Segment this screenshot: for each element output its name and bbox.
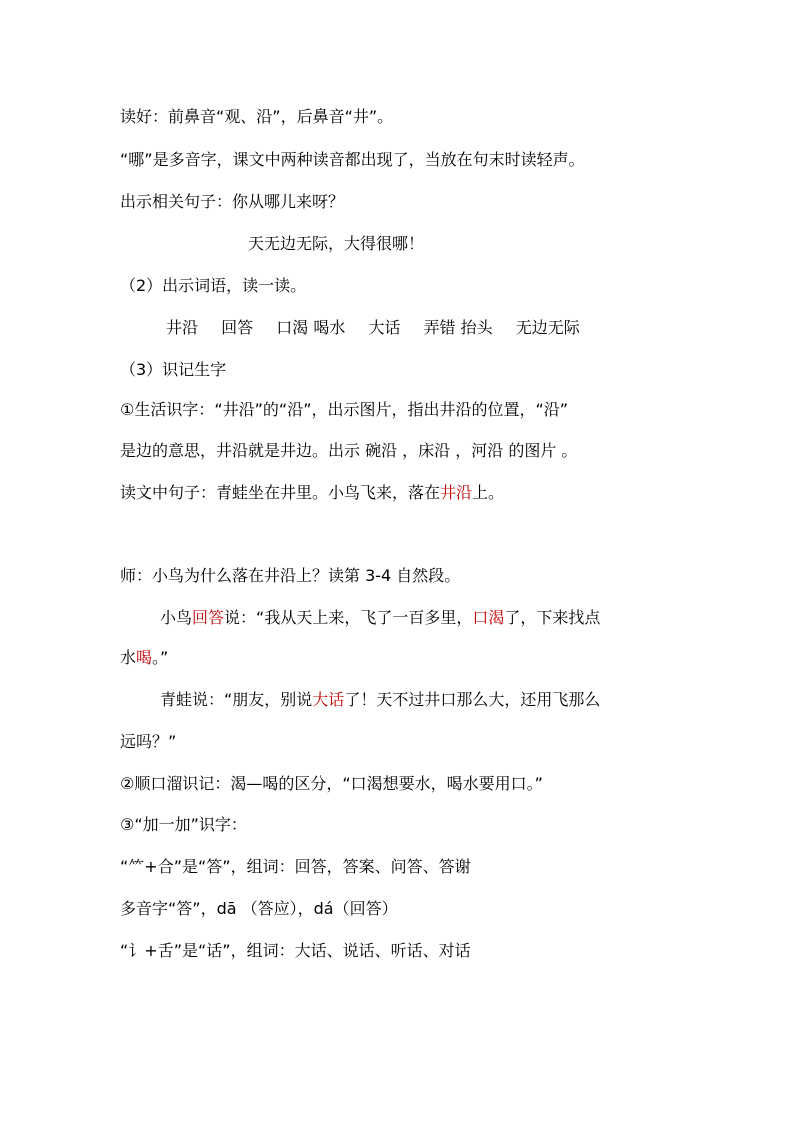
- text-passage-frog: 青蛙说：“朋友，别说大话了！天不过井口那么大，还用飞那么: [160, 690, 601, 709]
- char-da-note: “⺮+合”是“答”，组词：回答，答案、问答、答谢: [120, 857, 471, 876]
- word-item: 大话: [368, 318, 401, 337]
- step-3-heading: （3）识记生字: [120, 360, 227, 379]
- add-up-heading: ③“加一加”识字：: [120, 815, 247, 834]
- polyphone-note: “哪”是多音字，课文中两种读音都出现了，当放在句末时读轻声。: [120, 150, 585, 169]
- word-item: 抬头: [460, 318, 493, 337]
- step-2-heading: （2）出示词语，读一读。: [120, 276, 307, 295]
- teacher-question: 师：小鸟为什么落在井沿上？读第 3-4 自然段。: [120, 566, 461, 585]
- highlight-word: 大话: [312, 690, 345, 709]
- word-item: 无边无际: [515, 318, 580, 337]
- life-literacy-note: ①生活识字：“井沿”的“沿”，出示图片，指出井沿的位置，“沿”: [120, 400, 569, 419]
- text-passage-bird: 小鸟回答说：“我从天上来，飞了一百多里，口渴了，下来找点: [160, 608, 601, 627]
- highlight-word: 口渴: [472, 608, 505, 627]
- example-sentence-1: 出示相关句子：你从哪儿来呀？: [120, 192, 345, 211]
- word-item: 回答: [221, 318, 254, 337]
- word-list: [166, 318, 580, 338]
- rhyme-note: ②顺口溜识记：渴—喝的区分，“口渴想要水，喝水要用口。”: [120, 774, 543, 793]
- text-passage-bird-cont: 水喝。”: [120, 648, 169, 667]
- word-item: 喝水: [313, 318, 346, 337]
- highlight-word: 井沿: [440, 483, 473, 502]
- pronunciation-note: 读好：前鼻音“观、沿”，后鼻音“井”。: [120, 107, 394, 126]
- char-hua-note: “讠+舌”是“话”，组词：大话、说话、听话、对话: [120, 941, 471, 960]
- highlight-word: 回答: [192, 608, 225, 627]
- word-item: 口渴: [276, 318, 309, 337]
- text-passage-frog-cont: 远吗？”: [120, 732, 177, 751]
- example-sentence-2: 天无边无际，大得很哪！: [248, 234, 425, 253]
- word-item: 井沿: [166, 318, 199, 337]
- polyphone-da-note: 多音字“答”，dā （答应），dá（回答）: [120, 899, 398, 918]
- word-item: 弄错: [423, 318, 456, 337]
- life-literacy-note-cont: 是边的意思，井沿就是井边。出示 碗沿 ，床沿 ，河沿 的图片 。: [120, 441, 578, 460]
- reading-sentence: 读文中句子：青蛙坐在井里。小鸟飞来，落在井沿上。: [120, 483, 505, 502]
- highlight-word: 喝: [136, 648, 153, 667]
